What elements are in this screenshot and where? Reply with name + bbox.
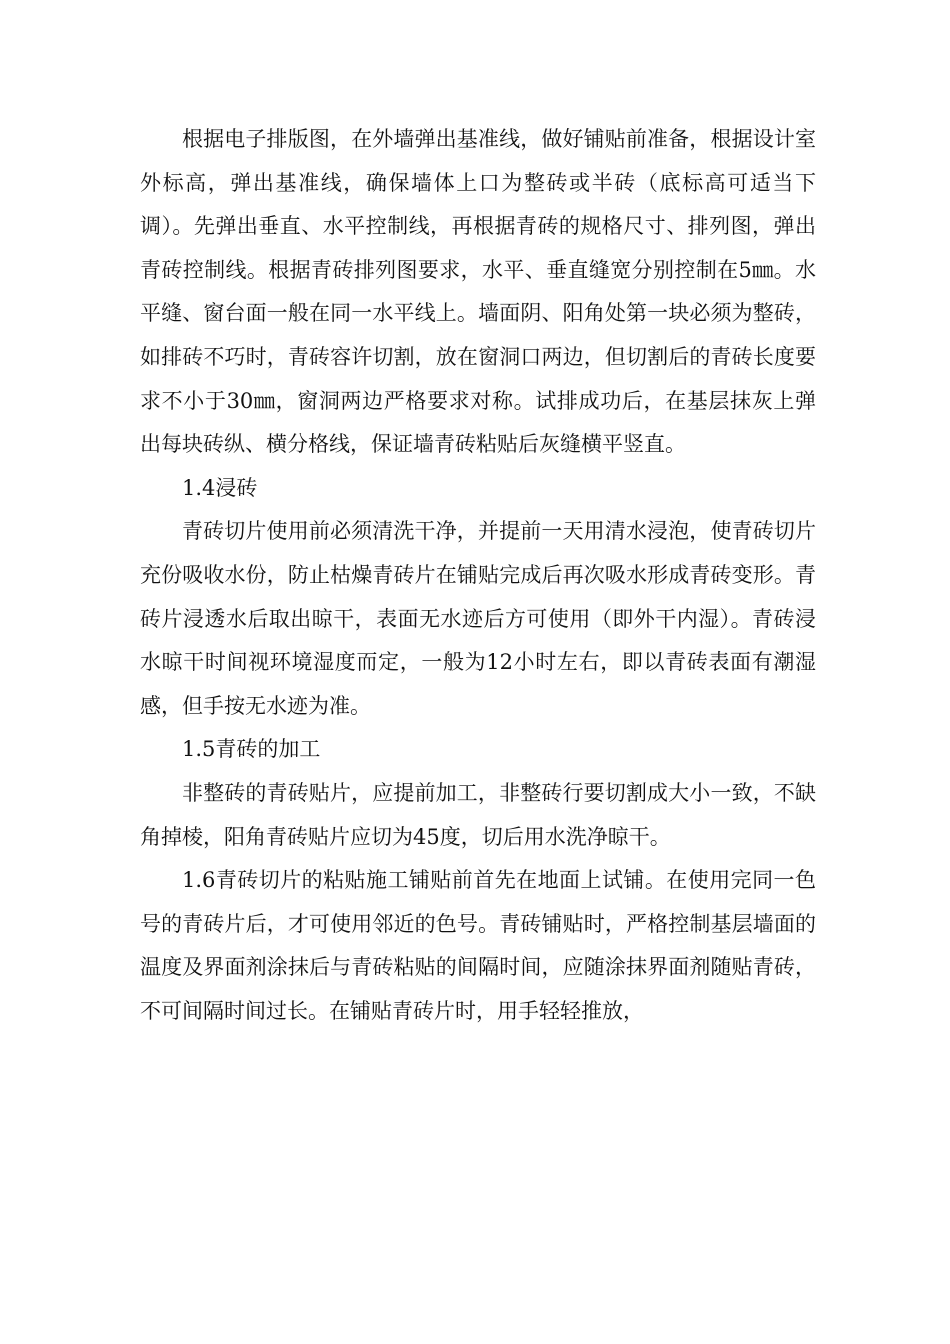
document-body [140,118,816,1033]
section-heading-1-4: 1.4浸砖 [182,475,258,500]
paragraph-brick-pasting: 1.6青砖切片的粘贴施工铺贴前首先在地面上试铺。在使用完同一色号的青砖片后，才可使用邻近的色号。青砖铺贴时，严格控制基层墙面的温度及界面剂涂抹后与青砖粘贴的间隔时间，应随涂抹界面剂随贴青砖，不可间隔时间过长。在铺贴青砖片时，用手轻轻推放， [140,868,816,1023]
paragraph-layout-baseline: 根据电子排版图，在外墙弹出基准线，做好铺贴前准备，根据设计室外标高，弹出基准线，确保墙体上口为整砖或半砖（底标高可适当下调）。先弹出垂直、水平控制线，再根据青砖的规格尺寸、排列图，弹出青砖控制线。根据青砖排列图要求，水平、垂直缝宽分别控制在5㎜。水平缝、窗台面一般在同一水平线上。墙面阴、阳角处第一块必须为整砖，如排砖不巧时，青砖容许切割，放在窗洞口两边，但切割后的青砖长度要求不小于30㎜，窗洞两边严格要求对称。试排成功后，在基层抹灰上弹出每块砖纵、横分格线，保证墙青砖粘贴后灰缝横平竖直。 [140,127,816,457]
section-heading-1-5: 1.5青砖的加工 [182,737,321,762]
paragraph-brick-soaking: 青砖切片使用前必须清洗干净，并提前一天用清水浸泡，使青砖切片充份吸收水份，防止枯燥青砖片在铺贴完成后再次吸水形成青砖变形。青砖片浸透水后取出晾干，表面无水迹后方可使用（即外干内湿）。青砖浸水晾干时间视环境湿度而定，一般为12小时左右，即以青砖表面有潮湿感，但手按无水迹为准。 [140,519,816,718]
paragraph-brick-processing: 非整砖的青砖贴片，应提前加工，非整砖行要切割成大小一致，不缺角掉棱，阳角青砖贴片应切为45度，切后用水洗净晾干。 [140,780,816,849]
